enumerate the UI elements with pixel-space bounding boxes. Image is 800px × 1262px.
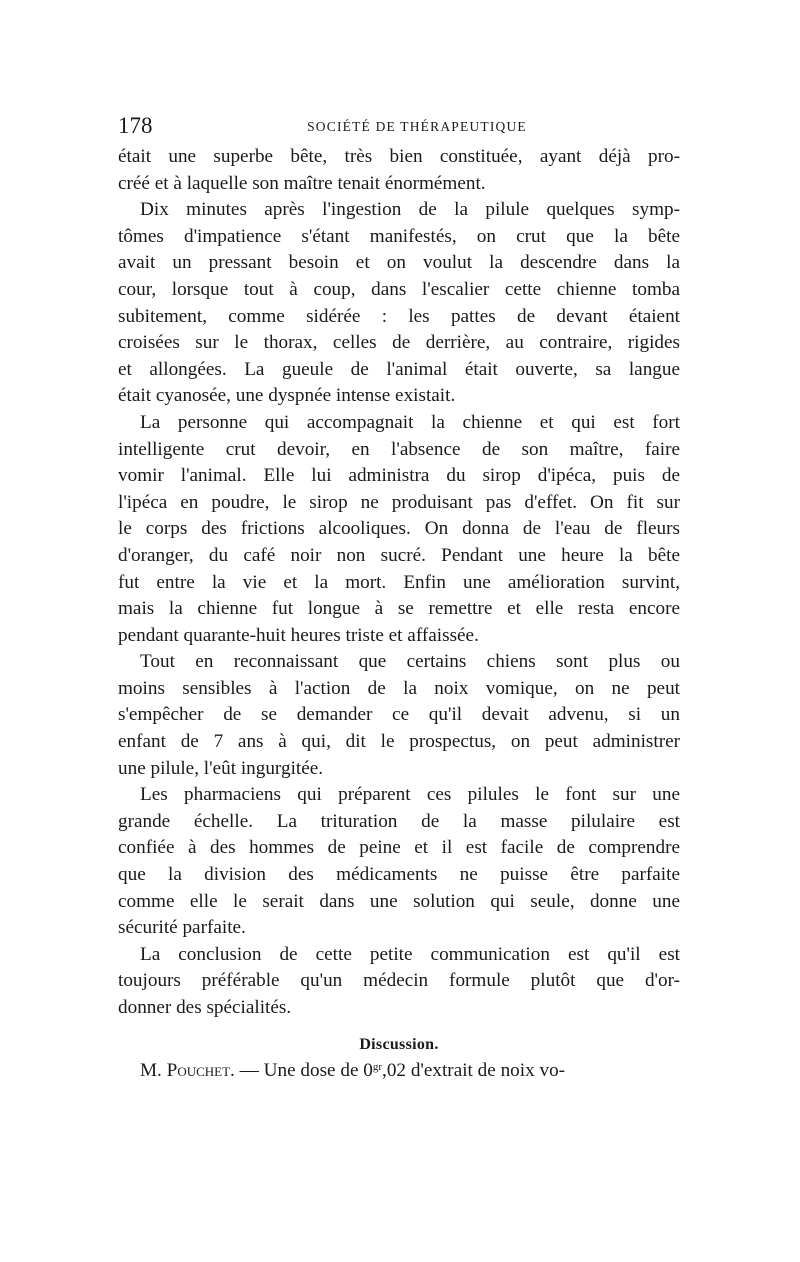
paragraph xyxy=(118,197,680,410)
paragraph xyxy=(118,649,680,782)
text-line: vomir l'animal. Elle lui administra du sirop d'ipéca, puis de xyxy=(118,465,680,487)
text-line: mais la chienne fut longue à se remettre et elle resta encore xyxy=(118,598,680,620)
text-line: une pilule, l'eût ingurgitée. xyxy=(118,757,324,779)
text-line: La conclusion de cette petite communication est qu'il est xyxy=(140,943,680,965)
paragraph xyxy=(118,782,680,942)
text-line: moins sensibles à l'action de la noix vomique, on ne peut xyxy=(118,677,680,699)
text-line: grande échelle. La trituration de la masse pilulaire est xyxy=(118,810,680,832)
running-head xyxy=(118,112,680,142)
text-line: comme elle le serait dans une solution qui seule, donne une xyxy=(118,890,680,912)
text-line: que la division des médicaments ne puisse être parfaite xyxy=(118,864,680,886)
text-line: Tout en reconnaissant que certains chiens sont plus ou xyxy=(140,651,680,673)
text-line: intelligente crut devoir, en l'absence de son maître, faire xyxy=(118,438,680,460)
unit-superscript: gr xyxy=(372,1060,383,1073)
book-page xyxy=(118,112,680,1084)
text-line: confiée à des hommes de peine et il est facile de comprendre xyxy=(118,837,680,859)
page-number: 178 xyxy=(118,113,153,138)
text-line: était une superbe bête, très bien constituée, ayant déjà pro- xyxy=(118,146,680,167)
running-title: SOCIÉTÉ DE THÉRAPEUTIQUE xyxy=(307,119,527,134)
paragraph xyxy=(118,942,680,1022)
paragraph xyxy=(118,144,680,197)
text-line: d'oranger, du café noir non sucré. Pendant une heure la bête xyxy=(118,544,680,566)
text-line: était cyanosée, une dyspnée intense existait. xyxy=(118,385,456,407)
paragraph xyxy=(118,410,680,649)
text-line: et allongées. La gueule de l'animal était ouverte, sa langue xyxy=(118,358,680,380)
text-line: cour, lorsque tout à coup, dans l'escalier cette chienne tomba xyxy=(118,278,680,300)
text-line: La personne qui accompagnait la chienne et qui est fort xyxy=(140,411,680,433)
speaker-name: M. Pouchet. xyxy=(140,1059,235,1081)
discussion-paragraph xyxy=(118,1058,680,1085)
text-line: enfant de 7 ans à qui, dit le prospectus, on peut administrer xyxy=(118,731,680,753)
text-line: fut entre la vie et la mort. Enfin une amélioration survint, xyxy=(118,571,680,593)
text-line: créé et à laquelle son maître tenait énormément. xyxy=(118,172,486,194)
discussion-text-end: ,02 d'extrait de noix vo- xyxy=(382,1059,566,1081)
text-line: sécurité parfaite. xyxy=(118,917,246,939)
text-line: avait un pressant besoin et on voulut la descendre dans la xyxy=(118,252,680,274)
text-line: le corps des frictions alcooliques. On donna de l'eau de fleurs xyxy=(118,518,680,540)
text-line: l'ipéca en poudre, le sirop ne produisant pas d'effet. On fit sur xyxy=(118,491,680,513)
text-line: tômes d'impatience s'étant manifestés, on crut que la bête xyxy=(118,225,680,247)
text-line: toujours préférable qu'un médecin formule plutôt que d'or- xyxy=(118,970,680,992)
section-heading: Discussion. xyxy=(359,1035,439,1053)
text-line: Dix minutes après l'ingestion de la pilule quelques symp- xyxy=(140,199,680,221)
discussion-text-start: — Une dose de 0 xyxy=(234,1059,373,1081)
discussion-line xyxy=(118,1058,680,1085)
body-text xyxy=(118,144,680,1022)
text-line: Les pharmaciens qui préparent ces pilules le font sur une xyxy=(140,784,680,806)
text-line: subitement, comme sidérée : les pattes de devant étaient xyxy=(118,305,680,327)
text-line: donner des spécialités. xyxy=(118,997,292,1018)
text-line: s'empêcher de se demander ce qu'il devait advenu, si un xyxy=(118,704,680,726)
text-line: pendant quarante-huit heures triste et affaissée. xyxy=(118,624,479,646)
text-line: croisées sur le thorax, celles de derrière, au contraire, rigides xyxy=(118,332,680,354)
